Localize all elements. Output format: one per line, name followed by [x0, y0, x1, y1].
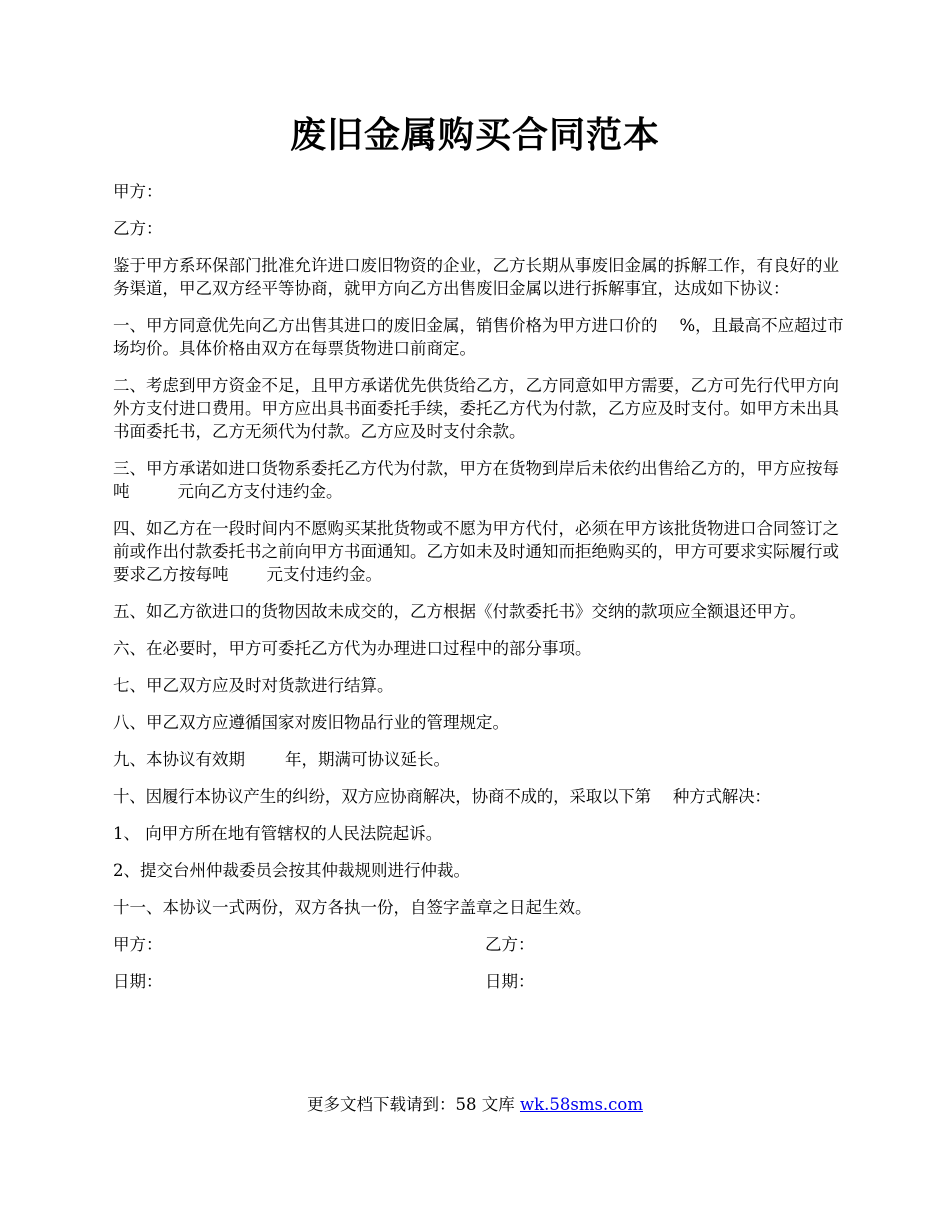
clause-10-option-1: 1、 向甲方所在地有管辖权的人民法院起诉。: [113, 824, 443, 843]
clause-3: [113, 457, 853, 503]
clause-9-text-a: 九、本协议有效期: [113, 750, 245, 769]
clause-4-text-b: 元支付违约金。: [266, 565, 382, 584]
document-title: 废旧金属购买合同范本: [289, 114, 660, 156]
footer-text: 更多文档下载请到：58 文库: [306, 1095, 520, 1114]
clause-7: 七、甲乙双方应及时对货款进行结算。: [113, 676, 394, 695]
clause-1-text-b: %，且最高不应超过市场均价。具体价格由双方在每票货物进口前商定。: [113, 316, 844, 358]
date-row: [113, 970, 853, 993]
clause-1: [113, 314, 853, 360]
clause-4: [113, 517, 853, 586]
clause-8: 八、甲乙双方应遵循国家对废旧物品行业的管理规定。: [113, 713, 509, 732]
clause-2: 二、考虑到甲方资金不足，且甲方承诺优先供货给乙方，乙方同意如甲方需要，乙方可先行代甲方向外方支付进口费用。甲方应出具书面委托手续，委托乙方代为付款，乙方应及时支付。如甲方未出具书面委托书，乙方无须代为付款。乙方应及时支付余款。: [113, 376, 839, 441]
party-b-label: 乙方：: [113, 219, 163, 238]
clause-10-option-2: 2、提交台州仲裁委员会按其仲裁规则进行仲裁。: [113, 861, 470, 880]
clause-4-text-a: 四、如乙方在一段时间内不愿购买某批货物或不愿为甲方代付，必须在甲方该批货物进口合同签订之前或作出付款委托书之前向甲方书面通知。乙方如未及时通知而拒绝购买的，甲方可要求实际履行或要求乙方按每吨: [113, 519, 839, 584]
clause-3-text-a: 三、甲方承诺如进口货物系委托乙方代为付款，甲方在货物到岸后未依约出售给乙方的，甲方应按每吨: [113, 459, 839, 501]
signature-row: [113, 933, 853, 956]
clause-11: 十一、本协议一式两份，双方各执一份，自签字盖章之日起生效。: [113, 898, 592, 917]
clause-5: 五、如乙方欲进口的货物因故未成交的，乙方根据《付款委托书》交纳的款项应全额退还甲方。: [113, 602, 806, 621]
clause-10-text-a: 十、因履行本协议产生的纠纷，双方应协商解决，协商不成的，采取以下第: [113, 787, 651, 806]
clause-1-text-a: 一、甲方同意优先向乙方出售其进口的废旧金属，销售价格为甲方进口价的: [113, 316, 658, 335]
party-a-label: 甲方：: [113, 182, 163, 201]
footer-link[interactable]: wk.58sms.com: [519, 1095, 643, 1114]
document-body: [113, 180, 853, 1007]
date-party-b: 日期：: [485, 972, 535, 991]
clause-6: 六、在必要时，甲方可委托乙方代为办理进口过程中的部分事项。: [113, 639, 592, 658]
clause-10: [113, 785, 853, 808]
preamble-paragraph: 鉴于甲方系环保部门批准允许进口废旧物资的企业，乙方长期从事废旧金属的拆解工作，有良好的业务渠道，甲乙双方经平等协商，就甲方向乙方出售废旧金属以进行拆解事宜，达成如下协议：: [113, 256, 839, 298]
clause-9: [113, 748, 853, 771]
footer: [0, 1093, 950, 1117]
date-party-a: 日期：: [113, 972, 163, 991]
clause-3-text-b: 元向乙方支付违约金。: [177, 482, 343, 501]
clause-9-text-b: 年，期满可协议延长。: [285, 750, 450, 769]
signature-party-b: 乙方：: [485, 935, 535, 954]
signature-party-a: 甲方：: [113, 935, 163, 954]
clause-10-text-b: 种方式解决：: [672, 787, 771, 806]
